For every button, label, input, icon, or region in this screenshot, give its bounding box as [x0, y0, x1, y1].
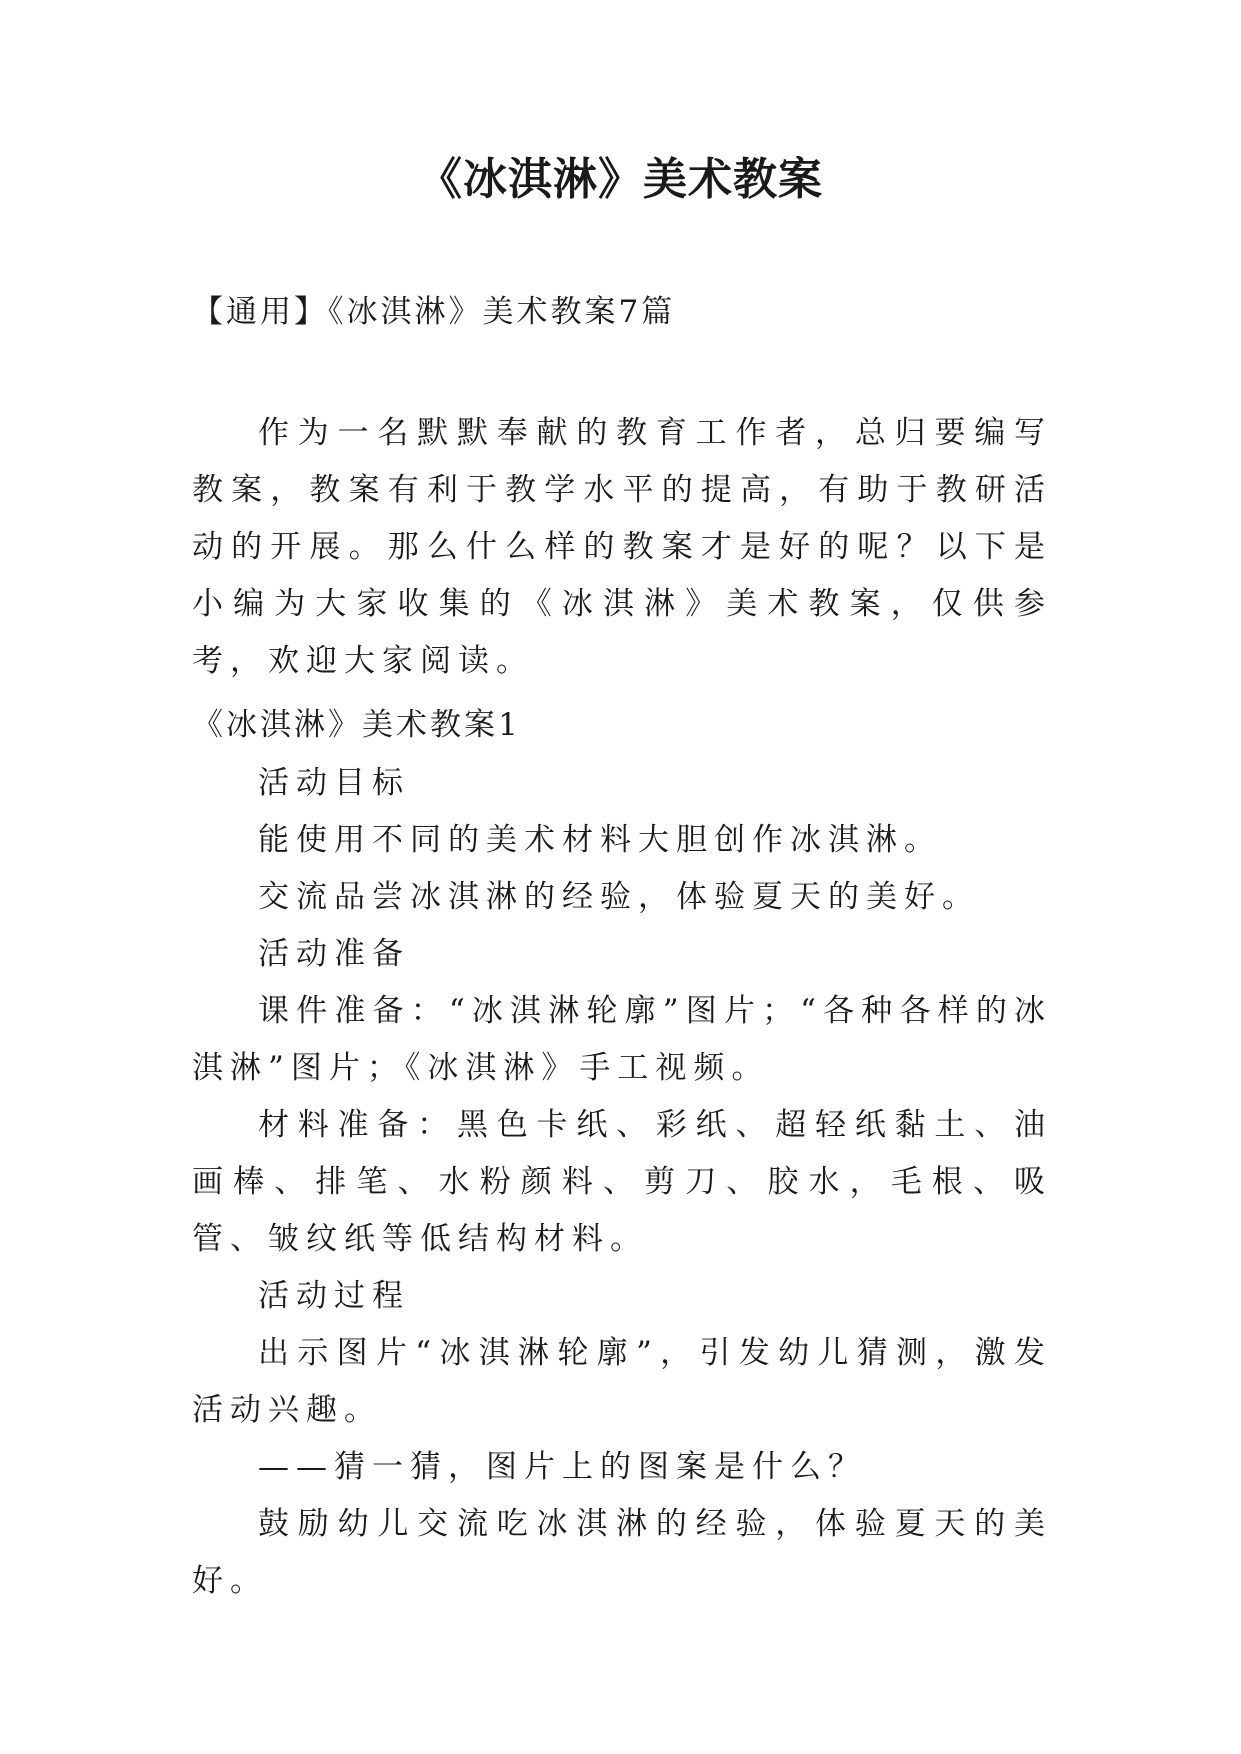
intro-paragraph: 作为一名默默奉献的教育工作者，总归要编写教案，教案有利于教学水平的提高，有助于教研活动的开展。那么什么样的教案才是好的呢？以下是小编为大家收集的《冰淇淋》美术教案，仅供参考，欢迎大家阅读。 [192, 415, 1052, 679]
paragraph: 课件准备：“冰淇淋轮廓”图片；“各种各样的冰淇淋”图片；《冰淇淋》手工视频。 [192, 993, 1052, 1086]
paragraph: 交流品尝冰淇淋的经验，体验夏天的美好。 [258, 879, 980, 915]
paragraph-objective-heading: 活动目标 [258, 765, 410, 801]
section-body [192, 755, 1052, 1610]
paragraph-process-heading: 活动过程 [258, 1278, 410, 1314]
paragraph: 能使用不同的美术材料大胆创作冰淇淋。 [258, 822, 942, 858]
paragraph: 材料准备：黑色卡纸、彩纸、超轻纸黏土、油画棒、排笔、水粉颜料、剪刀、胶水，毛根、吸管、皱纹纸等低结构材料。 [192, 1107, 1052, 1257]
section-heading: 《冰淇淋》美术教案1 [192, 707, 521, 743]
paragraph: 鼓励幼儿交流吃冰淇淋的经验，体验夏天的美好。 [192, 1506, 1052, 1599]
paragraph: ——猜一猜，图片上的图案是什么？ [258, 1449, 866, 1485]
document-subtitle: 【通用】《冰淇淋》美术教案7篇 [192, 294, 676, 330]
paragraph-preparation-heading: 活动准备 [258, 936, 410, 972]
paragraph: 出示图片“冰淇淋轮廓”，引发幼儿猜测，激发活动兴趣。 [192, 1335, 1052, 1428]
document-title: 《冰淇淋》美术教案 [418, 154, 823, 205]
